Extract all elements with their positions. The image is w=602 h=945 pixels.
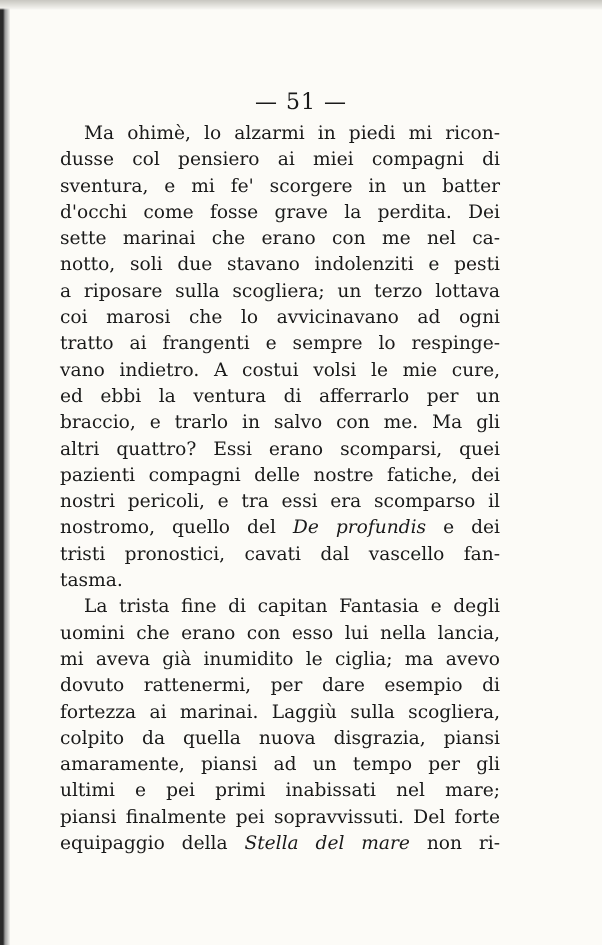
text-line: ed ebbi la ventura di afferrarlo per un	[60, 385, 500, 407]
text-line: tasma.	[60, 570, 123, 592]
text-line: nostri pericoli, e tra essi era scomparso il	[60, 491, 500, 513]
text-line: vano indietro. A costui volsi le mie cure,	[60, 359, 500, 381]
page-top-edge	[0, 0, 602, 10]
text-line: pazienti compagni delle nostre fatiche, dei	[60, 464, 500, 486]
text-line: tristi pronostici, cavati dal vascello fan-	[60, 543, 500, 565]
text-line: dovuto rattenermi, per dare esempio di	[60, 675, 500, 697]
italic-title: Stella del mare	[244, 833, 410, 855]
paragraph-2	[60, 594, 500, 857]
text-line: nostromo, quello del De profundis e dei	[60, 517, 500, 539]
text-line: tratto ai frangenti e sempre lo respinge-	[60, 333, 500, 355]
page-number: — 51 —	[255, 90, 347, 115]
text-line: La trista fine di capitan Fantasia e degli	[84, 596, 500, 618]
text-line: piansi finalmente pei sopravvissuti. Del forte	[60, 806, 500, 828]
text-line: sventura, e mi fe' scorgere in un batter	[60, 175, 500, 197]
text-line: mi aveva già inumidito le ciglia; ma avevo	[60, 648, 500, 670]
text-line: altri quattro? Essi erano scomparsi, quei	[60, 438, 500, 460]
text-line: notto, soli due stavano indolenziti e pesti	[60, 254, 500, 276]
text-line: uomini che erano con esso lui nella lancia,	[60, 622, 500, 644]
paragraph-1	[60, 121, 500, 594]
text-line: dusse col pensiero ai miei compagni di	[60, 149, 500, 171]
text-line: ultimi e pei primi inabissati nel mare;	[60, 780, 500, 802]
text-line: colpito da quella nuova disgrazia, piansi	[60, 727, 500, 749]
text-line: a riposare sulla scogliera; un terzo lottava	[60, 280, 500, 302]
italic-title: De profundis	[292, 517, 427, 539]
text-line: Ma ohimè, lo alzarmi in piedi mi ricon-	[84, 123, 500, 144]
text-line: coi marosi che lo avvicinavano ad ogni	[60, 307, 500, 329]
body-text	[60, 121, 500, 857]
text-line: equipaggio della Stella del mare non ri-	[60, 833, 500, 855]
text-line: braccio, e trarlo in salvo con me. Ma gli	[60, 412, 500, 434]
text-line: sette marinai che erano con me nel ca-	[60, 228, 500, 250]
page-binding-edge	[0, 0, 10, 945]
text-line: d'occhi come fosse grave la perdita. Dei	[60, 201, 500, 223]
text-line: amaramente, piansi ad un tempo per gli	[60, 754, 500, 776]
text-line: fortezza ai marinai. Laggiù sulla scogliera,	[60, 701, 500, 723]
